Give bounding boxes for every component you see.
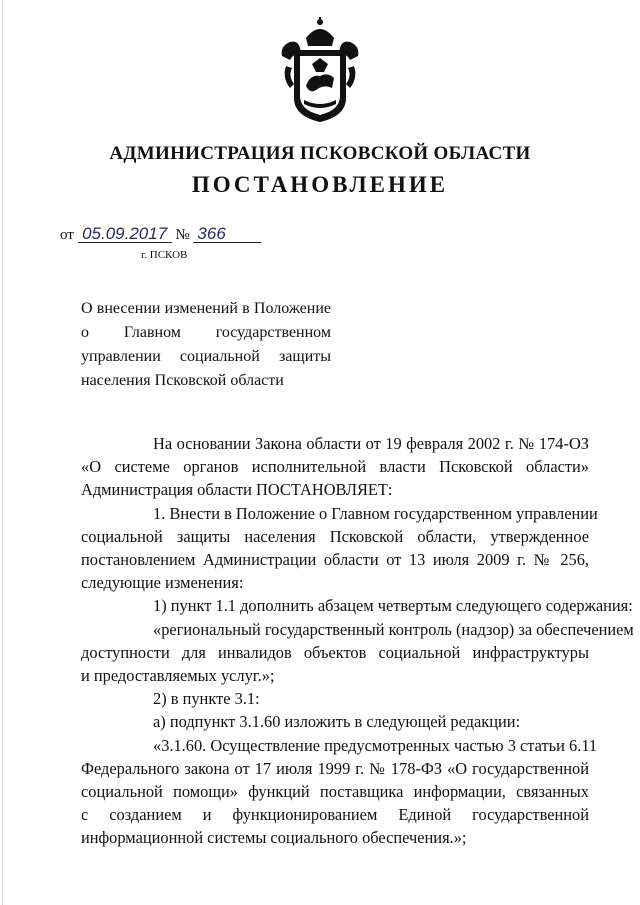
body-line: На основании Закона области от 19 февраля 2002 г. № 174-ОЗ [153,434,589,453]
body-line: социальной помощи» функций поставщика информации, связанных [81,782,589,802]
body-line: информационной системы социального обеспечения.»; [81,828,467,848]
scan-edge [2,0,5,905]
organization-title: АДМИНИСТРАЦИЯ ПСКОВСКОЙ ОБЛАСТИ [109,143,531,164]
body-line: 2) в пункте 3.1: [153,689,260,709]
coat-of-arms-icon [276,16,364,124]
body-line: «О системе органов исполнительной власти Псковской области» [81,457,589,477]
date-number-line [60,226,261,244]
body-line: «3.1.60. Осуществление предусмотренных частью 3 статьи 6.11 [153,735,598,755]
number-prefix: № [175,227,190,243]
body-line: 1) пункт 1.1 дополнить абзацем четвертым следующего содержания: [153,596,633,616]
body-line: доступности для инвалидов объектов социальной инфраструктуры [81,642,589,662]
body-line: с созданием и функционированием Единой государственной [81,805,589,825]
handwritten-number: 366 [193,226,261,243]
subject-line: О внесении изменений в Положение [81,300,331,317]
body-line: социальной защиты населения Псковской области, утвержденное [81,526,589,546]
body-line: Федерального закона от 17 июля 1999 г. № 178-ФЗ «О государственной [81,758,589,778]
city-label: г. ПСКОВ [141,249,188,261]
date-prefix: от [60,227,74,243]
subject-block [81,297,331,393]
body-line: 1. Внести в Положение о Главном государственном управлении [153,503,598,523]
body-line: постановлением Администрации области от 13 июля 2009 г. № 256, [81,550,589,570]
body-line: Администрация области ПОСТАНОВЛЯЕТ: [81,480,393,500]
body-line: а) подпункт 3.1.60 изложить в следующей редакции: [153,712,521,732]
body-text [81,432,634,850]
body-line: следующие изменения: [81,573,244,593]
subject-line: о Главном государственном [81,324,331,341]
body-line: и предоставляемых услуг.»; [81,666,275,686]
handwritten-date: 05.09.2017 [78,226,172,243]
subject-line: управлении социальной защиты [81,348,331,365]
document-type-title: ПОСТАНОВЛЕНИЕ [191,172,449,197]
subject-line: населения Псковской области [81,372,284,389]
body-line: «региональный государственный контроль (надзор) за обеспечением [153,619,634,639]
